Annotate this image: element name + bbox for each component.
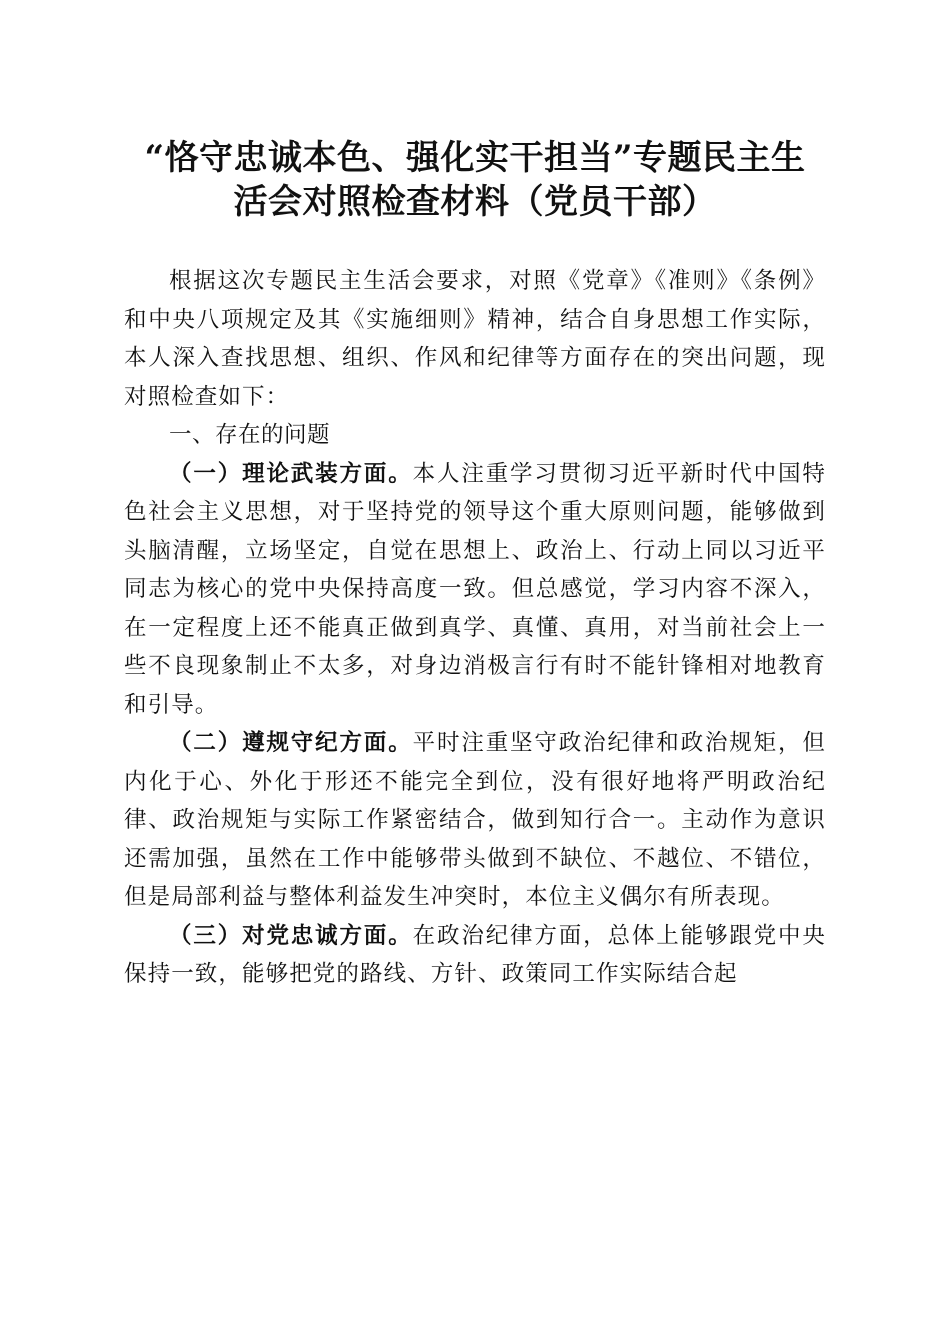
title-line-1: “恪守忠诚本色、强化实干担当”专题民主生 xyxy=(144,138,806,178)
item-lead-loyalty: （三）对党忠诚方面。 xyxy=(169,922,413,949)
item-text-discipline: 平时注重坚守政治纪律和政治规矩，但内化于心、外化于形还不能完全到位，没有很好地将严明政治纪律、政治规矩与实际工作紧密结合，做到知行合一。主动作为意识还需加强，虽然在工作中能够带头做到不缺位、不越位、不错位，但是局部利益与整体利益发生冲突时，本位主义偶尔有所表现。 xyxy=(124,730,826,910)
item-lead-theory: （一）理论武装方面。 xyxy=(169,460,413,487)
item-paragraph-theory xyxy=(124,455,826,725)
item-text-loyalty: 在政治纪律方面，总体上能够跟党中央保持一致，能够把党的路线、方针、政策同工作实际结合起 xyxy=(124,922,826,987)
document-body xyxy=(124,262,826,994)
intro-paragraph: 根据这次专题民主生活会要求，对照《党章》《准则》《条例》和中央八项规定及其《实施细则》精神，结合自身思想工作实际，本人深入查找思想、组织、作风和纪律等方面存在的突出问题，现对照检查如下： xyxy=(124,268,826,410)
item-paragraph-discipline xyxy=(124,724,826,917)
item-lead-discipline: （二）遵规守纪方面。 xyxy=(169,730,413,756)
section-heading-problems: 一、存在的问题 xyxy=(169,422,331,448)
document-title xyxy=(110,136,840,224)
title-line-2: 活会对照检查材料（党员干部） xyxy=(233,182,717,222)
item-text-theory: 本人注重学习贯彻习近平新时代中国特色社会主义思想，对于坚持党的领导这个重大原则问题，能够做到头脑清醒，立场坚定，自觉在思想上、政治上、行动上同以习近平同志为核心的党中央保持高度一致。但总感觉，学习内容不深入，在一定程度上还不能真正做到真学、真懂、真用，对当前社会上一些不良现象制止不太多，对身边消极言行有时不能针锋相对地教育和引导。 xyxy=(124,460,826,718)
item-paragraph-loyalty xyxy=(124,917,826,994)
